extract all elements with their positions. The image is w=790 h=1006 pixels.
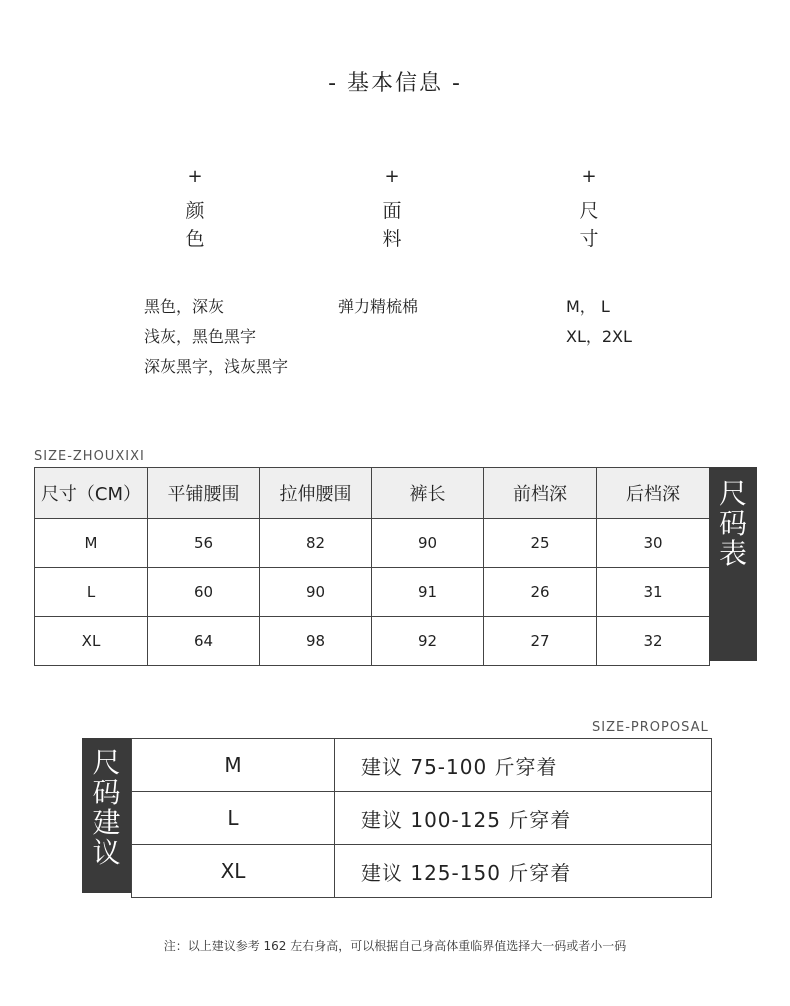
- attribute-fabric: [362, 163, 422, 253]
- attribute-char: 色: [185, 228, 205, 250]
- table-cell: 98: [260, 617, 372, 666]
- table-cell: 82: [260, 519, 372, 568]
- header-cell: 后档深: [597, 468, 710, 519]
- table-row: [35, 519, 710, 568]
- color-item: 黑色，深灰: [144, 297, 225, 316]
- proposal-desc: 建议 75-100 斤穿着: [335, 739, 712, 792]
- table-cell: L: [35, 568, 148, 617]
- table-cell: 30: [597, 519, 710, 568]
- plus-icon: +: [187, 166, 203, 187]
- size-table-side-label: [709, 467, 757, 661]
- footnote: 注：以上建议参考 162 左右身高，可以根据自己身高体重临界值选择大一码或者小一码: [163, 939, 627, 953]
- table-cell: 25: [484, 519, 597, 568]
- table-cell: XL: [35, 617, 148, 666]
- side-label-char: 尺: [718, 477, 747, 510]
- size-table: [34, 467, 710, 666]
- header-cell: 裤长: [372, 468, 484, 519]
- table-cell: 91: [372, 568, 484, 617]
- proposal-size: L: [132, 792, 335, 845]
- side-label-char: 表: [718, 537, 747, 570]
- color-item: 深灰黑字，浅灰黑字: [144, 357, 289, 376]
- attribute-char: 颜: [185, 200, 205, 222]
- table-row: [35, 617, 710, 666]
- proposal-tag: SIZE-PROPOSAL: [592, 720, 709, 735]
- plus-icon: +: [581, 166, 597, 187]
- table-cell: 26: [484, 568, 597, 617]
- header-cell: 尺寸（CM）: [35, 468, 148, 519]
- size-list: [566, 292, 632, 352]
- table-row: [132, 739, 712, 792]
- table-cell: M: [35, 519, 148, 568]
- attribute-char: 料: [382, 228, 402, 250]
- color-item: 浅灰，黑色黑字: [144, 327, 257, 346]
- fabric-text: 弹力精梳棉: [338, 297, 419, 316]
- side-label-char: 尺: [92, 746, 121, 779]
- size-table-header: [35, 468, 710, 519]
- plus-icon: +: [384, 166, 400, 187]
- side-label-char: 议: [92, 836, 121, 869]
- page-title: - 基本信息 -: [328, 71, 462, 96]
- proposal-size: M: [132, 739, 335, 792]
- header-cell: 前档深: [484, 468, 597, 519]
- attribute-char: 面: [382, 200, 402, 222]
- proposal-side-label: [82, 738, 131, 893]
- attribute-color: [165, 163, 225, 253]
- table-row: [132, 792, 712, 845]
- table-cell: 56: [148, 519, 260, 568]
- table-cell: 64: [148, 617, 260, 666]
- side-label-char: 建: [92, 806, 121, 839]
- table-cell: 60: [148, 568, 260, 617]
- table-cell: 32: [597, 617, 710, 666]
- header-cell: 拉伸腰围: [260, 468, 372, 519]
- side-label-char: 码: [92, 776, 121, 809]
- table-row: [35, 568, 710, 617]
- attribute-char: 尺: [579, 200, 599, 222]
- proposal-desc: 建议 125-150 斤穿着: [335, 845, 712, 898]
- table-cell: 90: [372, 519, 484, 568]
- table-cell: 31: [597, 568, 710, 617]
- proposal-size: XL: [132, 845, 335, 898]
- color-list: [144, 292, 288, 382]
- attribute-size: [559, 163, 619, 253]
- table-cell: 90: [260, 568, 372, 617]
- proposal-table: [131, 738, 712, 898]
- size-item: XL，2XL: [566, 327, 632, 346]
- attribute-char: 寸: [579, 228, 599, 250]
- size-table-tag: SIZE-ZHOUXIXI: [34, 449, 145, 464]
- table-cell: 27: [484, 617, 597, 666]
- size-item: M， L: [566, 297, 610, 316]
- table-cell: 92: [372, 617, 484, 666]
- header-cell: 平铺腰围: [148, 468, 260, 519]
- side-label-char: 码: [718, 507, 747, 540]
- table-row: [132, 845, 712, 898]
- proposal-desc: 建议 100-125 斤穿着: [335, 792, 712, 845]
